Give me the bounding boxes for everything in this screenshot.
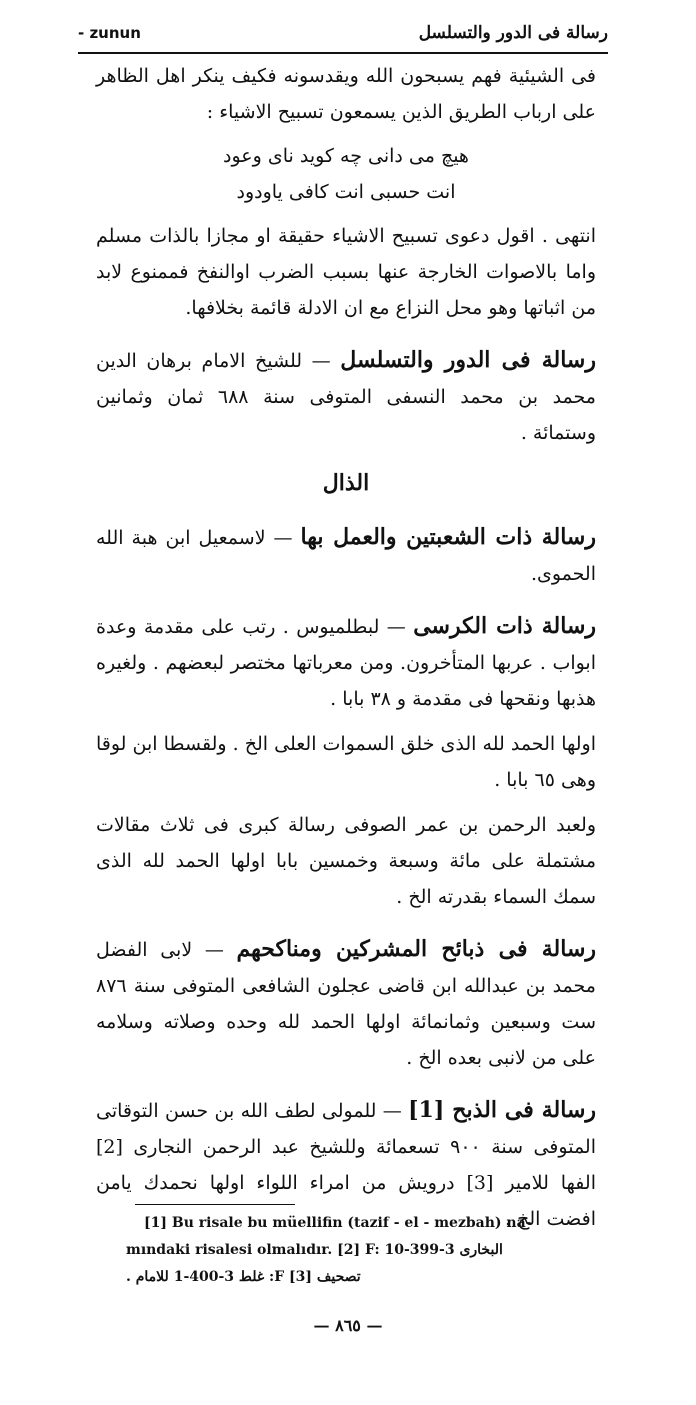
header-title: رسالة فى الدور والتسلسل — [418, 23, 608, 43]
header-left-text: - zunun — [78, 24, 141, 42]
entry-title: رسالة فى الدور والتسلسل — [340, 347, 596, 373]
poem-line-2: انت حسبى انت كافى ياودود — [236, 181, 456, 203]
entry-item — [96, 931, 596, 1076]
entry-title: رسالة ذات الشعبتين والعمل بها — [300, 524, 596, 550]
entry-text: — لبطلميوس . رتب على مقدمة وعدة ابواب . عربها المتأخرون. ومن معرباتها مختصر لبعضهم . ولغيره هذبها ونقحها فى مقدمة و ٣٨ بابا . — [96, 616, 596, 710]
entry-item — [96, 608, 596, 717]
continuation-paragraph: انتهى . اقول دعوى تسبيح الاشياء حقيقة او مجازا بالذات مسلم واما بالاصوات الخارجة عنها بسبب الضرب اوالنفخ فممنوع لابد من اثباتها وهو محل النزاع مع ان الادلة قائمة بخلافها. — [96, 225, 596, 319]
running-header — [78, 20, 608, 46]
entry-text: — لابى الفضل محمد بن عبدالله ابن قاضى عجلون الشافعى المتوفى سنة ٨٧٦ ست وسبعين وثمانمائة اولها الحمد لله وحده وصلاته وسلامه على من لانبى بعده الخ . — [96, 939, 596, 1069]
entry-text: — للمولى لطف الله بن حسن التوقاتى المتوفى سنة ٩٠٠ تسعمائة وللشيخ عبد الرحمن النجارى [2] الفها للامير [3] درويش من امراء اللواء اولها نحمدك يامن افضت الخ . — [96, 1100, 596, 1230]
footnotes — [126, 1210, 570, 1291]
entry-item — [96, 725, 596, 798]
header-rule — [78, 52, 608, 54]
main-text — [96, 58, 596, 1237]
entry-title: رسالة ذات الكرسى — [413, 613, 596, 639]
intro-paragraph: فى الشيئية فهم يسبحون الله ويقدسونه فكيف ينكر اهل الظاهر على ارباب الطريق الذين يسمعون تسبيح الاشياء : — [96, 65, 596, 123]
entry-text: — للشيخ الامام برهان الدين محمد بن محمد النسفى المتوفى سنة ٦٨٨ ثمان وثمانين وستمائة . — [96, 350, 596, 444]
entry-text: — لاسمعيل ابن هبة الله الحموى. — [96, 527, 596, 585]
footnote-rule — [135, 1204, 295, 1205]
footnote-line-3: . غلط 3-400-1 للامام :F [3] تصحيف — [126, 1269, 361, 1285]
entry-item — [96, 806, 596, 915]
entry-text: ولعبد الرحمن بن عمر الصوفى رسالة كبرى فى ثلاث مقالات مشتملة على مائة وسبعة وخمسين بابا اولها الحمد لله الذى سمك السماء بقدرته الخ . — [96, 814, 596, 908]
entry-title: رسالة فى الذبح [1] — [408, 1097, 596, 1123]
footnote-line-1: [1] Bu risale bu müellifin (tazif - el - mezbah) na- — [144, 1215, 532, 1231]
entry-title: رسالة فى ذبائح المشركين ومناكحهم — [236, 936, 597, 962]
entry-dawr — [96, 342, 596, 451]
entry-text: اولها الحمد لله الذى خلق السموات العلى الخ . ولقسطا ابن لوقا وهى ٦٥ بابا . — [96, 733, 596, 791]
page-number: — ٨٦٥ — — [313, 1316, 383, 1335]
entry-item — [96, 519, 596, 592]
section-heading: الذال — [322, 470, 370, 496]
footnote-line-2: mındaki risalesi olmalıdır. [2] F: البخارى 3-399-10 — [126, 1242, 503, 1258]
poem-line-1: هيچ مى دانى چه كويد ناى وعود — [223, 145, 469, 167]
